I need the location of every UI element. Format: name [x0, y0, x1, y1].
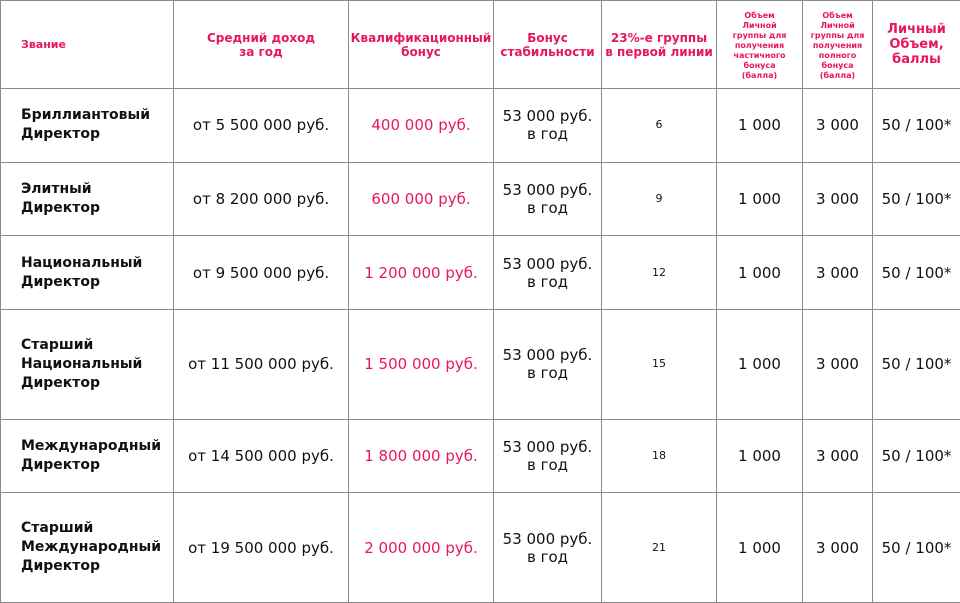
cell-qualification-bonus — [349, 162, 494, 236]
cell-rank-text: Старший Национальный Директор — [21, 336, 143, 391]
cell-full-volume — [803, 89, 873, 163]
cell-partial-volume — [717, 493, 803, 603]
cell-rank — [1, 236, 174, 310]
cell-groups-text: 12 — [652, 265, 666, 279]
cell-income — [174, 419, 349, 493]
cell-rank — [1, 162, 174, 236]
cell-stability-bonus-text: 53 000 руб. в год — [502, 529, 593, 566]
cell-full-volume-text: 3 000 — [816, 447, 859, 465]
cell-stability-bonus — [494, 493, 602, 603]
table-row — [1, 89, 960, 163]
table-body — [1, 89, 960, 603]
cell-income-text: от 9 500 000 руб. — [192, 263, 330, 282]
cell-income — [174, 89, 349, 163]
cell-personal-volume-text: 50 / 100* — [881, 538, 952, 557]
cell-groups — [602, 310, 717, 420]
cell-personal-volume-text: 50 / 100* — [881, 190, 952, 209]
header-full-volume: Объем Личной группы для получения полного бонуса (балла) — [803, 1, 873, 89]
cell-personal-volume — [873, 493, 960, 603]
cell-income-text: от 14 500 000 руб. — [188, 447, 334, 465]
cell-stability-bonus — [494, 162, 602, 236]
cell-full-volume-text: 3 000 — [816, 355, 859, 374]
cell-stability-bonus — [494, 419, 602, 493]
cell-partial-volume-text: 1 000 — [738, 355, 781, 374]
cell-full-volume-text: 3 000 — [816, 190, 859, 209]
cell-qualification-bonus-text: 1 200 000 руб. — [364, 263, 478, 282]
cell-stability-bonus — [494, 310, 602, 420]
cell-stability-bonus — [494, 236, 602, 310]
cell-partial-volume-text: 1 000 — [738, 116, 781, 135]
cell-qualification-bonus — [349, 419, 494, 493]
cell-full-volume — [803, 162, 873, 236]
header-groups: 23%-е группы в первой линии — [602, 1, 717, 89]
table-row — [1, 493, 960, 603]
cell-rank-text: Элитный Директор — [21, 181, 101, 217]
cell-partial-volume — [717, 89, 803, 163]
cell-groups-text: 15 — [652, 357, 666, 371]
cell-full-volume-text: 3 000 — [816, 116, 859, 135]
header-rank: Звание — [1, 1, 174, 89]
cell-income-text: от 19 500 000 руб. — [188, 538, 334, 557]
cell-full-volume — [803, 236, 873, 310]
header-personal-volume: Личный Объем, баллы — [873, 1, 960, 89]
header-qualification-bonus: Квалификационный бонус — [349, 1, 494, 89]
cell-partial-volume-text: 1 000 — [738, 447, 781, 465]
cell-partial-volume — [717, 310, 803, 420]
cell-qualification-bonus — [349, 310, 494, 420]
cell-groups-text: 18 — [652, 449, 666, 462]
cell-personal-volume-text: 50 / 100* — [881, 263, 952, 282]
cell-groups-text: 6 — [655, 118, 663, 132]
cell-rank-text: Бриллиантовый Директор — [21, 107, 151, 143]
cell-groups — [602, 236, 717, 310]
cell-income — [174, 493, 349, 603]
header-income: Средний доход за год — [174, 1, 349, 89]
cell-full-volume — [803, 493, 873, 603]
cell-qualification-bonus — [349, 89, 494, 163]
cell-qualification-bonus-text: 2 000 000 руб. — [364, 538, 478, 557]
cell-partial-volume-text: 1 000 — [738, 190, 781, 209]
cell-partial-volume-text: 1 000 — [738, 538, 781, 557]
cell-rank — [1, 493, 174, 603]
cell-stability-bonus-text: 53 000 руб. в год — [502, 254, 593, 291]
cell-groups — [602, 493, 717, 603]
cell-rank — [1, 419, 174, 493]
table-row — [1, 162, 960, 236]
cell-personal-volume — [873, 162, 960, 236]
header-stability-bonus: Бонус стабильности — [494, 1, 602, 89]
cell-personal-volume — [873, 236, 960, 310]
cell-full-volume-text: 3 000 — [816, 538, 859, 557]
cell-full-volume — [803, 419, 873, 493]
cell-groups-text: 9 — [655, 192, 663, 206]
cell-personal-volume-text: 50 / 100* — [881, 355, 952, 374]
cell-income-text: от 5 500 000 руб. — [192, 116, 330, 135]
cell-personal-volume-text: 50 / 100* — [881, 447, 952, 465]
cell-personal-volume — [873, 310, 960, 420]
header-partial-volume: Объем Личной группы для получения частичного бонуса (балла) — [717, 1, 803, 89]
cell-groups — [602, 89, 717, 163]
cell-personal-volume — [873, 419, 960, 493]
cell-income — [174, 162, 349, 236]
cell-income — [174, 236, 349, 310]
cell-partial-volume — [717, 162, 803, 236]
header-row — [1, 1, 960, 89]
cell-partial-volume — [717, 236, 803, 310]
cell-qualification-bonus-text: 400 000 руб. — [371, 116, 471, 135]
cell-rank-text: Старший Международный Директор — [21, 520, 161, 575]
table-row — [1, 236, 960, 310]
cell-rank — [1, 89, 174, 163]
cell-stability-bonus-text: 53 000 руб. в год — [502, 346, 593, 383]
cell-rank-text: Международный Директор — [21, 438, 161, 473]
cell-groups-text: 21 — [652, 540, 666, 554]
cell-qualification-bonus-text: 1 500 000 руб. — [364, 355, 478, 374]
cell-income-text: от 8 200 000 руб. — [192, 190, 330, 209]
cell-stability-bonus — [494, 89, 602, 163]
cell-qualification-bonus-text: 1 800 000 руб. — [364, 447, 478, 465]
cell-stability-bonus-text: 53 000 руб. в год — [502, 181, 593, 218]
cell-qualification-bonus-text: 600 000 руб. — [371, 190, 471, 209]
cell-personal-volume-text: 50 / 100* — [881, 116, 952, 135]
cell-stability-bonus-text: 53 000 руб. в год — [502, 438, 593, 474]
cell-partial-volume-text: 1 000 — [738, 263, 781, 282]
cell-partial-volume — [717, 419, 803, 493]
cell-qualification-bonus — [349, 236, 494, 310]
table-row — [1, 310, 960, 420]
cell-personal-volume — [873, 89, 960, 163]
cell-stability-bonus-text: 53 000 руб. в год — [502, 107, 593, 144]
cell-income-text: от 11 500 000 руб. — [188, 355, 334, 374]
cell-income — [174, 310, 349, 420]
table-row — [1, 419, 960, 493]
cell-full-volume-text: 3 000 — [816, 263, 859, 282]
cell-rank — [1, 310, 174, 420]
cell-groups — [602, 162, 717, 236]
cell-groups — [602, 419, 717, 493]
cell-rank-text: Национальный Директор — [21, 254, 143, 290]
cell-full-volume — [803, 310, 873, 420]
cell-qualification-bonus — [349, 493, 494, 603]
